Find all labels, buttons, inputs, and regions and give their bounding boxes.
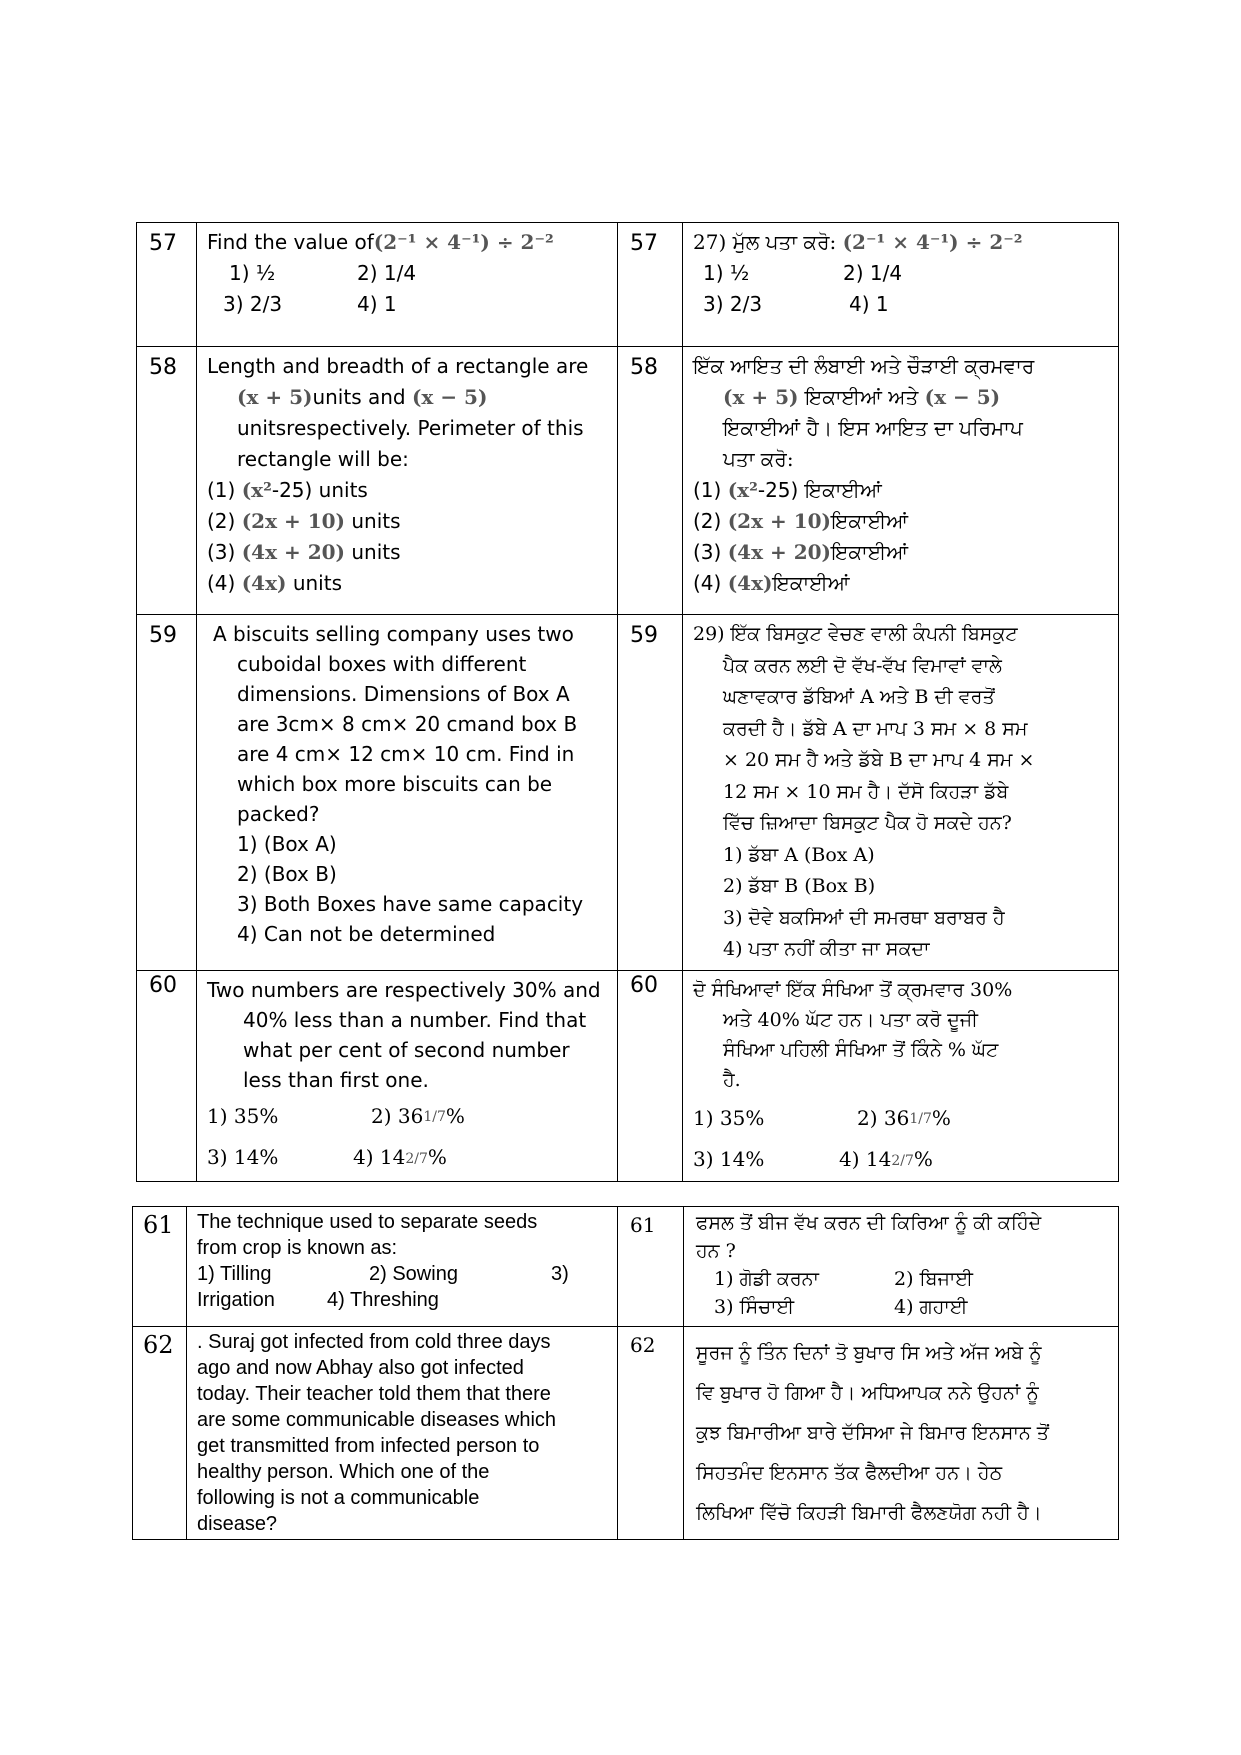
question-stem-line: which box more biscuits can be	[237, 772, 553, 796]
question-stem-line: Length and breadth of a rectangle are	[207, 354, 589, 378]
options-row	[207, 289, 609, 320]
question-stem-line: today. Their teacher told them that there	[197, 1383, 551, 1405]
question-stem-line: ਸੂਰਜ ਨੂੰ ਤਿੰਨ ਦਿਨਾਂ ਤੋ ਬੁਖਾਰ ਸਿ ਅਤੇ ਅੱਜ ਅਬੇ ਨੂੰ	[696, 1342, 1042, 1364]
option-3: 3) 2/3	[223, 292, 283, 316]
option-2: 2) 1/4	[843, 261, 903, 285]
option-2: (2) (2x + 10)ਇਕਾਈਆਂ	[693, 509, 909, 533]
option-1: 1) 35%	[207, 1103, 279, 1128]
math-expression: (2⁻¹ × 4⁻¹) ÷ 2⁻²	[373, 230, 554, 254]
question-stem-line: ago and now Abhay also got infected	[197, 1357, 524, 1379]
option-4: 4) 142/7%	[353, 1142, 447, 1174]
question-row-57	[137, 223, 1119, 347]
option-2: 2) 361/7%	[371, 1101, 465, 1133]
option-4: 4) Can not be determined	[237, 922, 496, 946]
question-punjabi	[684, 1207, 1119, 1327]
questions-table-2	[132, 1206, 1119, 1540]
option-3-text: Irrigation	[197, 1289, 275, 1311]
option-4: 4) ਗਹਾਈ	[894, 1296, 968, 1318]
option-1: 1) ½	[229, 261, 276, 285]
question-punjabi	[683, 223, 1119, 347]
options-row	[207, 1101, 609, 1133]
question-stem-line: ਫਸਲ ਤੋਂ ਬੀਜ ਵੱਖ ਕਰਨ ਦੀ ਕਿਰਿਆ ਨੂੰ ਕੀ ਕਹਿੰਦੇ	[696, 1212, 1042, 1234]
option-1: 1) ½	[703, 261, 750, 285]
option-3-prefix: 3)	[551, 1263, 569, 1285]
option-4: 4) 1	[357, 292, 397, 316]
options-row	[696, 1265, 1110, 1293]
options-row	[207, 1142, 609, 1174]
question-stem-line: get transmitted from infected person to	[197, 1435, 540, 1457]
option-1: (1) (x²-25) units	[207, 478, 368, 502]
question-stem-line: less than first one.	[243, 1067, 429, 1092]
question-number: 62	[618, 1327, 684, 1540]
question-stem-line: (x + 5) ਇਕਾਈਆਂ ਅਤੇ (x − 5)	[723, 385, 1001, 409]
option-2: 2) ਡੱਬਾ B (Box B)	[723, 875, 876, 897]
option-3: (3) (4x + 20)ਇਕਾਈਆਂ	[693, 540, 909, 564]
option-3: 3) 14%	[207, 1145, 279, 1169]
options-row	[693, 1144, 1110, 1176]
option-4: 4) 1	[849, 292, 889, 316]
question-stem-line: ਅਤੇ 40% ਘੱਟ ਹਨ। ਪਤਾ ਕਰੋ ਦੂਜੀ	[723, 1008, 978, 1031]
options-row	[207, 258, 609, 289]
option-1: 1) ਡੱਬਾ A (Box A)	[723, 843, 875, 866]
option-2: 2) (Box B)	[237, 862, 337, 886]
fraction: 1/7	[909, 1111, 932, 1127]
question-stem-line: cuboidal boxes with different	[237, 652, 527, 676]
question-stem-line: 12 ਸਮ × 10 ਸਮ ਹੈ। ਦੱਸੋ ਕਿਹੜਾ ਡੱਬੇ	[723, 780, 1009, 803]
question-stem-line: are some communicable diseases which	[197, 1409, 557, 1431]
question-stem-line: what per cent of second number	[243, 1037, 570, 1062]
question-english	[187, 1207, 618, 1327]
question-stem-line: packed?	[237, 802, 320, 826]
question-english	[197, 347, 618, 615]
question-english	[197, 223, 618, 347]
question-english	[197, 970, 618, 1181]
question-stem: 27) ਮੁੱਲ ਪਤਾ ਕਰੋ: (2⁻¹ × 4⁻¹) ÷ 2⁻²	[693, 230, 1023, 254]
option-1: (1) (x²-25) ਇਕਾਈਆਂ	[693, 478, 882, 502]
question-stem-line: Two numbers are respectively 30% and	[207, 977, 601, 1002]
option-1: 1) ਗੋਡੀ ਕਰਨਾ	[714, 1268, 819, 1290]
question-stem-line: are 3cm× 8 cm× 20 cmand box B	[237, 712, 578, 736]
options-row	[693, 1103, 1110, 1135]
option-1: 1) Tilling	[197, 1263, 272, 1285]
options-row	[197, 1261, 607, 1287]
question-stem-line: ਕੁਝ ਬਿਮਾਰੀਆ ਬਾਰੇ ਦੱਸਿਆ ਜੇ ਬਿਮਾਰ ਇਨਸਾਨ ਤੋਂ	[696, 1422, 1049, 1444]
question-number: 62	[133, 1327, 187, 1540]
question-stem-line: 40% less than a number. Find that	[243, 1007, 587, 1032]
question-stem-line: ਕਰਦੀ ਹੈ। ਡੱਬੇ A ਦਾ ਮਾਪ 3 ਸਮ × 8 ਸਮ	[723, 717, 1028, 740]
question-stem-line: ਸੰਖਿਆ ਪਹਿਲੀ ਸੰਖਿਆ ਤੋਂ ਕਿੰਨੇ % ਘੱਟ	[723, 1038, 999, 1061]
option-2: 2) Sowing	[369, 1263, 458, 1285]
question-stem: Find the value of(2⁻¹ × 4⁻¹) ÷ 2⁻²	[207, 230, 554, 254]
question-stem-line: rectangle will be:	[237, 447, 409, 471]
question-punjabi	[684, 1327, 1119, 1540]
option-3: 3) 2/3	[703, 292, 763, 316]
option-1: 1) 35%	[693, 1105, 765, 1130]
question-row-60	[137, 970, 1119, 1181]
fraction: 1/7	[423, 1109, 446, 1125]
question-number: 58	[618, 347, 683, 615]
option-4: (4) (4x)ਇਕਾਈਆਂ	[693, 571, 850, 595]
question-stem-line: 29) ਇੱਕ ਬਿਸਕੁਟ ਵੇਚਣ ਵਾਲੀ ਕੰਪਨੀ ਬਿਸਕੁਟ	[693, 623, 1018, 645]
option-4: 4) Threshing	[327, 1289, 439, 1311]
question-english	[197, 615, 618, 971]
options-row	[693, 289, 1110, 320]
question-number: 61	[618, 1207, 684, 1327]
question-stem-line: ਇੱਕ ਆਇਤ ਦੀ ਲੰਬਾਈ ਅਤੇ ਚੌੜਾਈ ਕ੍ਰਮਵਾਰ	[693, 354, 1035, 378]
question-punjabi	[683, 615, 1119, 971]
option-4: (4) (4x) units	[207, 571, 342, 595]
question-stem-line: ਹਨ ?	[696, 1240, 736, 1262]
option-3: 3) Both Boxes have same capacity	[237, 892, 584, 916]
questions-table-1	[136, 222, 1119, 1182]
option-3: 3) ਸਿੰਚਾਈ	[714, 1296, 795, 1318]
question-stem-line: (x + 5)units and (x − 5)	[237, 385, 488, 409]
question-row-59	[137, 615, 1119, 971]
option-2: 2) ਬਿਜਾਈ	[894, 1268, 973, 1290]
question-stem-line: healthy person. Which one of the	[197, 1461, 490, 1483]
question-number: 57	[618, 223, 683, 347]
question-stem-line: ਲਿਖਿਆ ਵਿੱਚੋ ਕਿਹੜੀ ਬਿਮਾਰੀ ਫੈਲਣਯੋਗ ਨਹੀ ਹੈ।	[696, 1502, 1042, 1524]
question-number: 59	[137, 615, 197, 971]
question-number: 60	[618, 970, 683, 1181]
question-stem-line: ਸਿਹਤਮੰਦ ਇਨਸਾਨ ਤੱਕ ਫੈਲਦੀਆ ਹਨ। ਹੇਠ	[696, 1462, 1003, 1484]
question-number: 59	[618, 615, 683, 971]
question-number: 60	[137, 970, 197, 1181]
option-3: (3) (4x + 20) units	[207, 540, 401, 564]
option-4: 4) 142/7%	[839, 1144, 933, 1176]
question-stem-line: are 4 cm× 12 cm× 10 cm. Find in	[237, 742, 575, 766]
option-4: 4) ਪਤਾ ਨਹੀਂ ਕੀਤਾ ਜਾ ਸਕਦਾ	[723, 938, 930, 960]
option-2: 2) 361/7%	[857, 1103, 951, 1135]
question-punjabi	[683, 347, 1119, 615]
option-3: 3) 14%	[693, 1147, 765, 1171]
question-stem-line: ਵਿ ਬੁਖਾਰ ਹੋ ਗਿਆ ਹੈ। ਅਧਿਆਪਕ ਨਨੇ ਉਹਨਾਂ ਨੂੰ	[696, 1382, 1039, 1404]
question-stem-line: The technique used to separate seeds	[197, 1211, 538, 1233]
question-stem-line: ਘਣਾਵਕਾਰ ਡੱਬਿਆਂ A ਅਤੇ B ਦੀ ਵਰਤੋਂ	[723, 686, 995, 708]
options-row	[696, 1293, 1110, 1321]
question-stem-line: ਦੋ ਸੰਖਿਆਵਾਂ ਇੱਕ ਸੰਖਿਆ ਤੋਂ ਕ੍ਰਮਵਾਰ 30%	[693, 978, 1013, 1001]
question-stem-line: A biscuits selling company uses two	[213, 622, 574, 646]
question-number: 58	[137, 347, 197, 615]
option-3: 3) ਦੋਵੇ ਬਕਸਿਆਂ ਦੀ ਸਮਰਥਾ ਬਰਾਬਰ ਹੈ	[723, 906, 1005, 929]
option-2: (2) (2x + 10) units	[207, 509, 401, 533]
question-punjabi	[683, 970, 1119, 1181]
question-stem-line: ਪੈਕ ਕਰਨ ਲਈ ਦੋ ਵੱਖ-ਵੱਖ ਵਿਮਾਵਾਂ ਵਾਲੇ	[723, 654, 1002, 677]
question-stem-line: ਇਕਾਈਆਂ ਹੈ। ਇਸ ਆਇਤ ਦਾ ਪਰਿਮਾਪ	[723, 416, 1023, 440]
math-expression: (2⁻¹ × 4⁻¹) ÷ 2⁻²	[842, 230, 1023, 254]
question-row-61	[133, 1207, 1119, 1327]
question-row-58	[137, 347, 1119, 615]
question-stem-line: dimensions. Dimensions of Box A	[237, 682, 570, 706]
option-2: 2) 1/4	[357, 261, 417, 285]
question-stem-line: following is not a communicable	[197, 1487, 480, 1509]
fraction: 2/7	[405, 1150, 428, 1167]
option-1: 1) (Box A)	[237, 832, 337, 856]
question-stem-line: × 20 ਸਮ ਹੈ ਅਤੇ ਡੱਬੇ B ਦਾ ਮਾਪ 4 ਸਮ ×	[723, 749, 1035, 771]
question-english	[187, 1327, 618, 1540]
fraction: 2/7	[891, 1152, 914, 1169]
question-stem-line: . Suraj got infected from cold three days	[197, 1331, 551, 1353]
question-row-62	[133, 1327, 1119, 1540]
options-row	[693, 258, 1110, 289]
question-stem-line: unitsrespectively. Perimeter of this	[237, 416, 584, 440]
question-stem-line: ਪਤਾ ਕਰੋ:	[723, 447, 794, 471]
question-stem-line: from crop is known as:	[197, 1237, 398, 1259]
question-number: 61	[133, 1207, 187, 1327]
question-stem-line: disease?	[197, 1513, 278, 1535]
question-number: 57	[137, 223, 197, 347]
options-row	[197, 1287, 607, 1313]
question-stem-line: ਹੈ.	[723, 1068, 741, 1091]
question-stem-line: ਵਿੱਚ ਜ਼ਿਆਦਾ ਬਿਸਕੁਟ ਪੈਕ ਹੋ ਸਕਦੇ ਹਨ?	[723, 812, 1012, 834]
